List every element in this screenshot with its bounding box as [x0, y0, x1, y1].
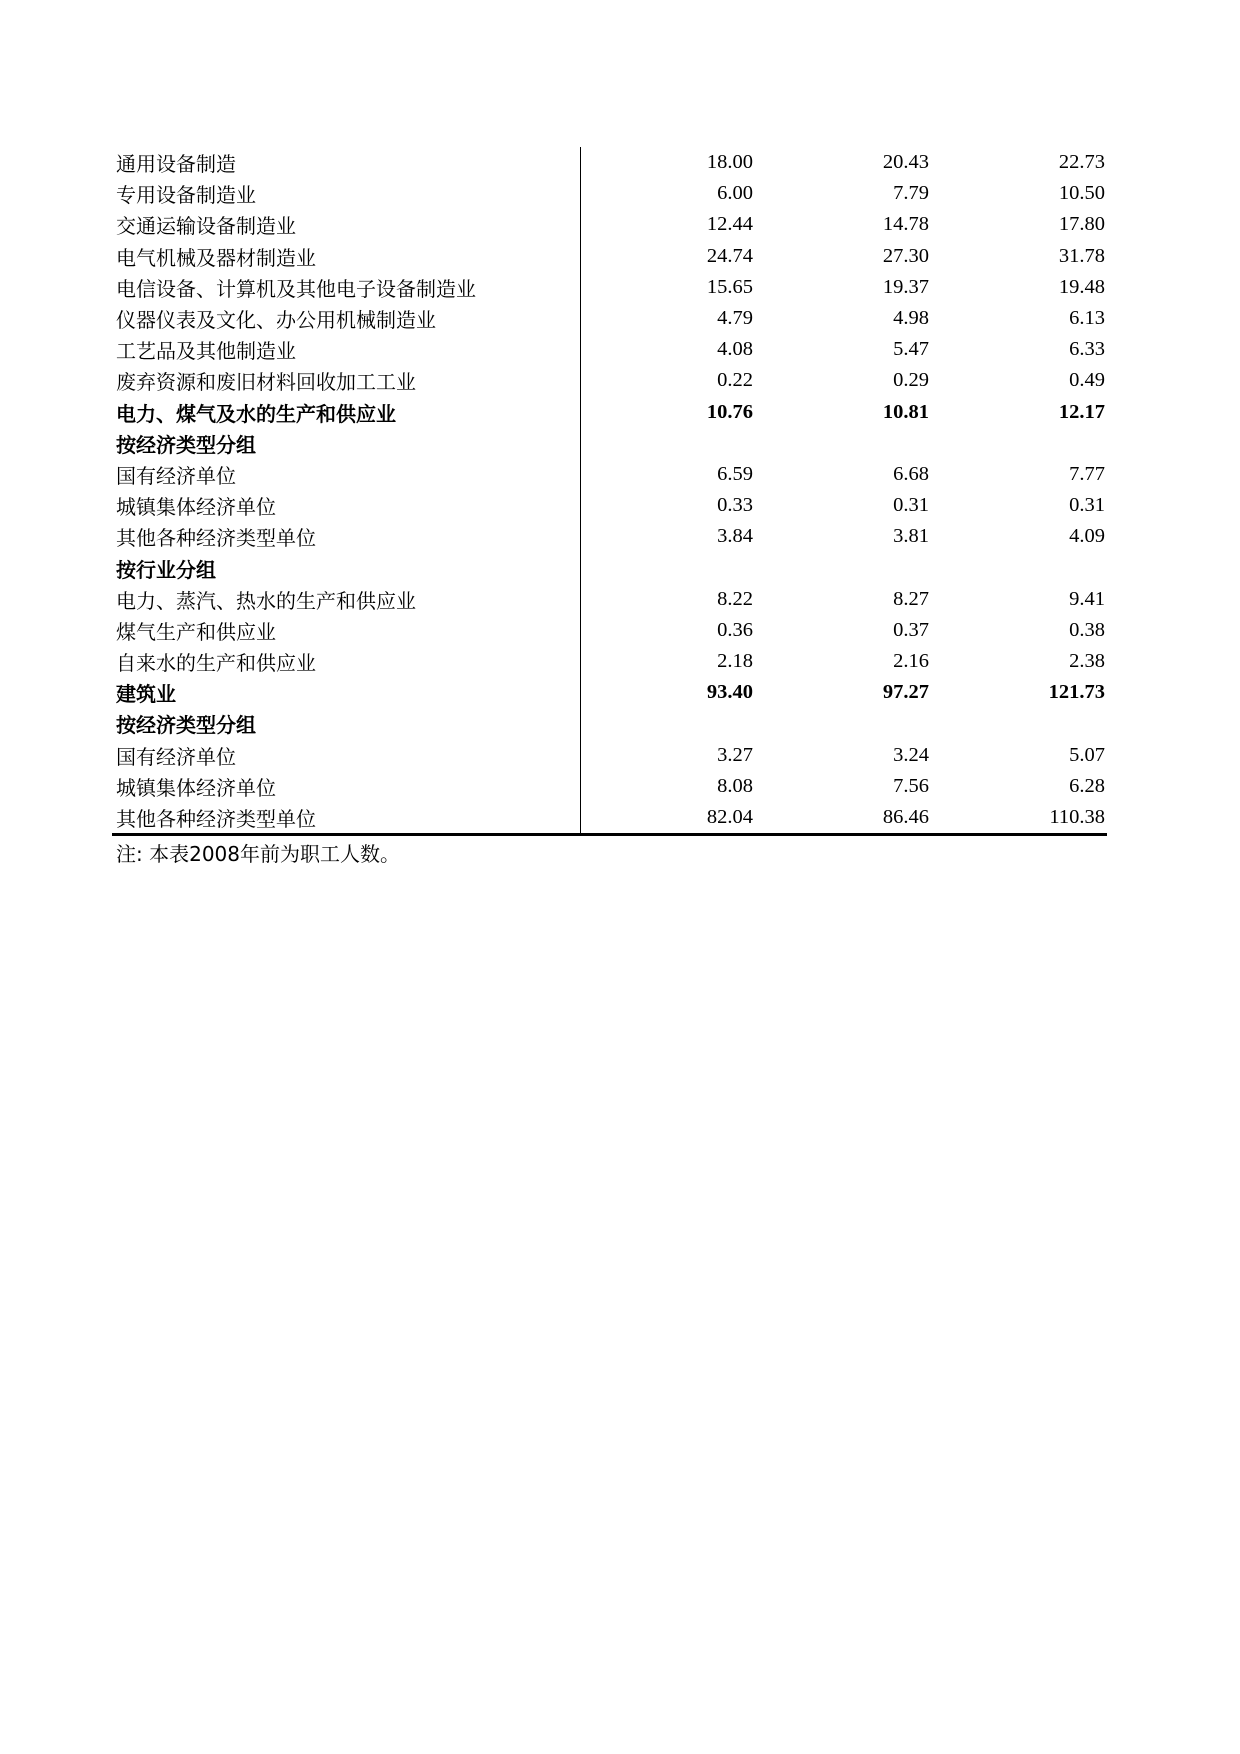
- value-cell-2: 0.37: [893, 618, 929, 641]
- value-cell-3: 7.77: [1069, 462, 1105, 485]
- table-footnote: 注: 本表2008年前为职工人数。: [116, 842, 400, 867]
- value-cell-3: 110.38: [931, 802, 1107, 835]
- table-row: [112, 802, 1107, 835]
- row-label: 城镇集体经济单位: [112, 771, 581, 802]
- table-row: [112, 272, 1107, 303]
- value-cell-3: 4.09: [1069, 525, 1105, 548]
- row-label: 电力、煤气及水的生产和供应业: [112, 397, 581, 428]
- table-body: [112, 147, 1107, 835]
- row-label: 自来水的生产和供应业: [112, 646, 581, 677]
- employment-table: [112, 147, 1107, 836]
- table-row: [112, 521, 1107, 552]
- value-cell-2: [755, 708, 931, 739]
- value-cell-3: 6.13: [1069, 307, 1105, 330]
- row-label: 废弃资源和废旧材料回收加工工业: [112, 365, 581, 396]
- value-cell-2: 8.27: [893, 587, 929, 610]
- row-label: 建筑业: [112, 677, 581, 708]
- row-label: 煤气生产和供应业: [112, 615, 581, 646]
- table-row-heading: [112, 397, 1107, 428]
- value-cell-1: 6.59: [717, 462, 753, 485]
- row-label: 城镇集体经济单位: [112, 490, 581, 521]
- table-row-heading: [112, 428, 1107, 459]
- value-cell-2: 27.30: [882, 244, 929, 267]
- row-label: 电信设备、计算机及其他电子设备制造业: [112, 272, 581, 303]
- row-label: 按经济类型分组: [112, 428, 581, 459]
- table-row-heading: [112, 708, 1107, 739]
- value-cell-1: 6.00: [717, 182, 753, 205]
- table-row: [112, 334, 1107, 365]
- value-cell-1: [581, 708, 756, 739]
- value-cell-1: 4.08: [717, 338, 753, 361]
- value-cell-2: 5.47: [893, 338, 929, 361]
- value-cell-1: 0.33: [717, 494, 753, 517]
- value-cell-1: 18.00: [706, 151, 753, 174]
- value-cell-1: 0.36: [717, 618, 753, 641]
- value-cell-1: [581, 552, 756, 583]
- value-cell-3: 22.73: [1058, 151, 1105, 174]
- table-row: [112, 303, 1107, 334]
- row-label: 专用设备制造业: [112, 178, 581, 209]
- value-cell-3: 6.33: [1069, 338, 1105, 361]
- table-row: [112, 365, 1107, 396]
- value-cell-3: 12.17: [1058, 400, 1105, 423]
- value-cell-2: 86.46: [755, 802, 931, 835]
- value-cell-1: [581, 428, 756, 459]
- value-cell-3: [931, 428, 1107, 459]
- row-label: 电气机械及器材制造业: [112, 241, 581, 272]
- table-row-heading: [112, 677, 1107, 708]
- statistics-table-section: [112, 147, 1105, 867]
- value-cell-1: 24.74: [706, 244, 753, 267]
- value-cell-2: 97.27: [882, 681, 929, 704]
- value-cell-2: 2.16: [893, 650, 929, 673]
- value-cell-3: 17.80: [1058, 213, 1105, 236]
- value-cell-2: [755, 428, 931, 459]
- value-cell-1: 0.22: [717, 369, 753, 392]
- value-cell-3: 9.41: [1069, 587, 1105, 610]
- value-cell-2: [755, 552, 931, 583]
- row-label: 按行业分组: [112, 552, 581, 583]
- value-cell-1: 8.22: [717, 587, 753, 610]
- value-cell-2: 19.37: [882, 275, 929, 298]
- row-label: 仪器仪表及文化、办公用机械制造业: [112, 303, 581, 334]
- table-row: [112, 459, 1107, 490]
- value-cell-2: 0.31: [893, 494, 929, 517]
- value-cell-3: 6.28: [1069, 774, 1105, 797]
- table-row-heading: [112, 552, 1107, 583]
- value-cell-2: 6.68: [893, 462, 929, 485]
- row-label: 工艺品及其他制造业: [112, 334, 581, 365]
- value-cell-1: 82.04: [581, 802, 756, 835]
- value-cell-2: 3.81: [893, 525, 929, 548]
- value-cell-2: 7.56: [893, 774, 929, 797]
- row-label: 其他各种经济类型单位: [112, 521, 581, 552]
- value-cell-3: 2.38: [1069, 650, 1105, 673]
- value-cell-2: 20.43: [882, 151, 929, 174]
- row-label: 按经济类型分组: [112, 708, 581, 739]
- table-row: [112, 615, 1107, 646]
- table-row: [112, 241, 1107, 272]
- table-row: [112, 490, 1107, 521]
- value-cell-3: [931, 552, 1107, 583]
- value-cell-3: 0.38: [1069, 618, 1105, 641]
- value-cell-3: 19.48: [1058, 275, 1105, 298]
- value-cell-2: 10.81: [882, 400, 929, 423]
- value-cell-1: 93.40: [706, 681, 753, 704]
- value-cell-1: 3.84: [717, 525, 753, 548]
- value-cell-3: [931, 708, 1107, 739]
- value-cell-3: 0.31: [1069, 494, 1105, 517]
- value-cell-1: 2.18: [717, 650, 753, 673]
- row-label: 交通运输设备制造业: [112, 209, 581, 240]
- table-row: [112, 740, 1107, 771]
- row-label: 国有经济单位: [112, 740, 581, 771]
- value-cell-1: 12.44: [706, 213, 753, 236]
- value-cell-2: 0.29: [893, 369, 929, 392]
- value-cell-1: 10.76: [706, 400, 753, 423]
- value-cell-1: 3.27: [717, 743, 753, 766]
- value-cell-1: 4.79: [717, 307, 753, 330]
- value-cell-3: 121.73: [1048, 681, 1105, 704]
- value-cell-2: 7.79: [893, 182, 929, 205]
- value-cell-1: 15.65: [706, 275, 753, 298]
- table-row: [112, 209, 1107, 240]
- value-cell-2: 3.24: [893, 743, 929, 766]
- value-cell-2: 14.78: [882, 213, 929, 236]
- value-cell-3: 0.49: [1069, 369, 1105, 392]
- table-row: [112, 147, 1107, 178]
- value-cell-2: 4.98: [893, 307, 929, 330]
- value-cell-3: 10.50: [1058, 182, 1105, 205]
- table-row: [112, 771, 1107, 802]
- row-label: 国有经济单位: [112, 459, 581, 490]
- row-label: 电力、蒸汽、热水的生产和供应业: [112, 584, 581, 615]
- value-cell-1: 8.08: [717, 774, 753, 797]
- row-label: 其他各种经济类型单位: [112, 802, 581, 835]
- value-cell-3: 31.78: [1058, 244, 1105, 267]
- value-cell-3: 5.07: [1069, 743, 1105, 766]
- table-row: [112, 178, 1107, 209]
- table-row: [112, 646, 1107, 677]
- table-row: [112, 584, 1107, 615]
- row-label: 通用设备制造: [112, 147, 581, 178]
